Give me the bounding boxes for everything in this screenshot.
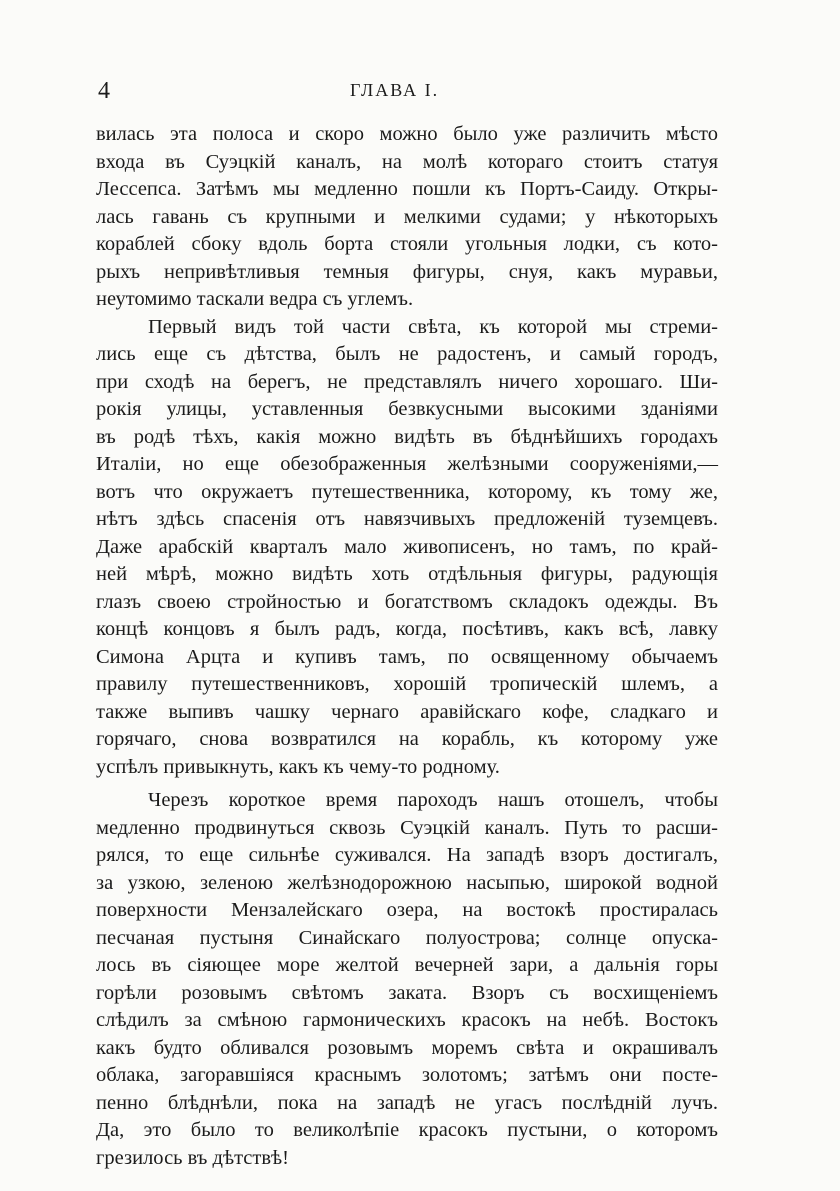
text-line: Лессепса. Затѣмъ мы медленно пошли къ Портъ-Саиду. Откры- — [96, 178, 718, 200]
text-line: рыхъ непривѣтливыя темныя фигуры, снуя, какъ муравьи, — [96, 260, 718, 283]
text-line: горячаго, снова возвратился на корабль, къ которому уже — [96, 728, 718, 750]
text-line: горѣли розовымъ свѣтомъ заката. Взоръ съ восхищеніемъ — [96, 981, 718, 1004]
text-line: поверхности Мензалейскаго озера, на востокѣ простиралась — [96, 899, 718, 921]
text-line: лись еще съ дѣтства, былъ не радостенъ, и самый городъ, — [96, 343, 718, 365]
page-number: 4 — [98, 78, 110, 104]
text-line: при сходѣ на берегъ, не представлялъ ничего хорошаго. Ши- — [96, 370, 718, 393]
text-line: также выпивъ чашку чернаго аравійскаго кофе, сладкаго и — [96, 700, 718, 723]
text-line: пенно блѣднѣли, пока на западѣ не угасъ послѣдній лучъ. — [96, 1091, 718, 1114]
text-line: ней мѣрѣ, можно видѣть хоть отдѣльныя фигуры, радующія — [96, 563, 718, 585]
text-line: правилу путешественниковъ, хорошій тропическій шлемъ, а — [96, 673, 718, 695]
text-line: песчаная пустыня Синайскаго полуострова; солнце опуска- — [96, 926, 718, 949]
text-line: какъ будто обливался розовымъ моремъ свѣта и окрашивалъ — [96, 1036, 718, 1059]
text-line: вилась эта полоса и скоро можно было уже различить мѣсто — [96, 123, 718, 145]
text-line: Италіи, но еще обезображенныя желѣзными сооруженіями,— — [96, 453, 718, 475]
text-line: Симона Арцта и купивъ тамъ, по освященному обычаемъ — [96, 645, 718, 668]
paragraph-start-line: Первый видъ той части свѣта, къ которой мы стреми- — [148, 315, 718, 338]
text-line: слѣдилъ за смѣною гармоническихъ красокъ на небѣ. Востокъ — [96, 1009, 718, 1031]
text-line: грезилось въ дѣтствѣ! — [96, 1146, 289, 1169]
body-text — [96, 121, 718, 1172]
paragraph-start-line: Черезъ короткое время пароходъ нашъ отошелъ, чтобы — [148, 789, 718, 811]
text-line: входа въ Суэцкій каналъ, на молѣ котораго стоитъ статуя — [96, 150, 718, 173]
chapter-title: ГЛАВА I. — [350, 80, 440, 100]
text-line: Даже арабскій кварталъ мало живописенъ, но тамъ, по край- — [96, 535, 718, 558]
text-line: медленно продвинуться сквозь Суэцкій каналъ. Путь то расши- — [96, 816, 718, 839]
text-line: въ родѣ тѣхъ, какія можно видѣть въ бѣднѣйшихъ городахъ — [96, 425, 718, 448]
text-line: успѣлъ привыкнуть, какъ къ чему-то родному. — [96, 755, 500, 778]
text-line: неутомимо таскали ведра съ углемъ. — [96, 288, 414, 310]
text-line: за узкою, зеленою желѣзнодорожною насыпью, широкой водной — [96, 871, 718, 894]
text-line: концѣ концовъ я былъ радъ, когда, посѣтивъ, какъ всѣ, лавку — [96, 618, 718, 640]
text-line: кораблей сбоку вдоль борта стояли угольныя лодки, съ кото- — [96, 233, 718, 255]
text-line: лось въ сіяющее море желтой вечерней зари, а дальнія горы — [96, 954, 718, 976]
text-line: лась гавань съ крупными и мелкими судами; у нѣкоторыхъ — [96, 205, 718, 228]
text-line: рокія улицы, уставленныя безвкусными высокими зданіями — [96, 398, 718, 420]
text-line: вотъ что окружаетъ путешественника, которому, къ тому же, — [96, 480, 718, 503]
text-line: нѣтъ здѣсь спасенія отъ навязчивыхъ предложеній туземцевъ. — [96, 508, 718, 530]
text-line: рялся, то еще сильнѣе суживался. На западѣ взоръ достигалъ, — [96, 844, 718, 866]
text-line: глазъ своею стройностью и богатствомъ складокъ одежды. Въ — [96, 590, 718, 613]
text-line: облака, загоравшіяся краснымъ золотомъ; затѣмъ они посте- — [96, 1064, 718, 1086]
text-line: Да, это было то великолѣпіе красокъ пустыни, о которомъ — [96, 1119, 718, 1141]
